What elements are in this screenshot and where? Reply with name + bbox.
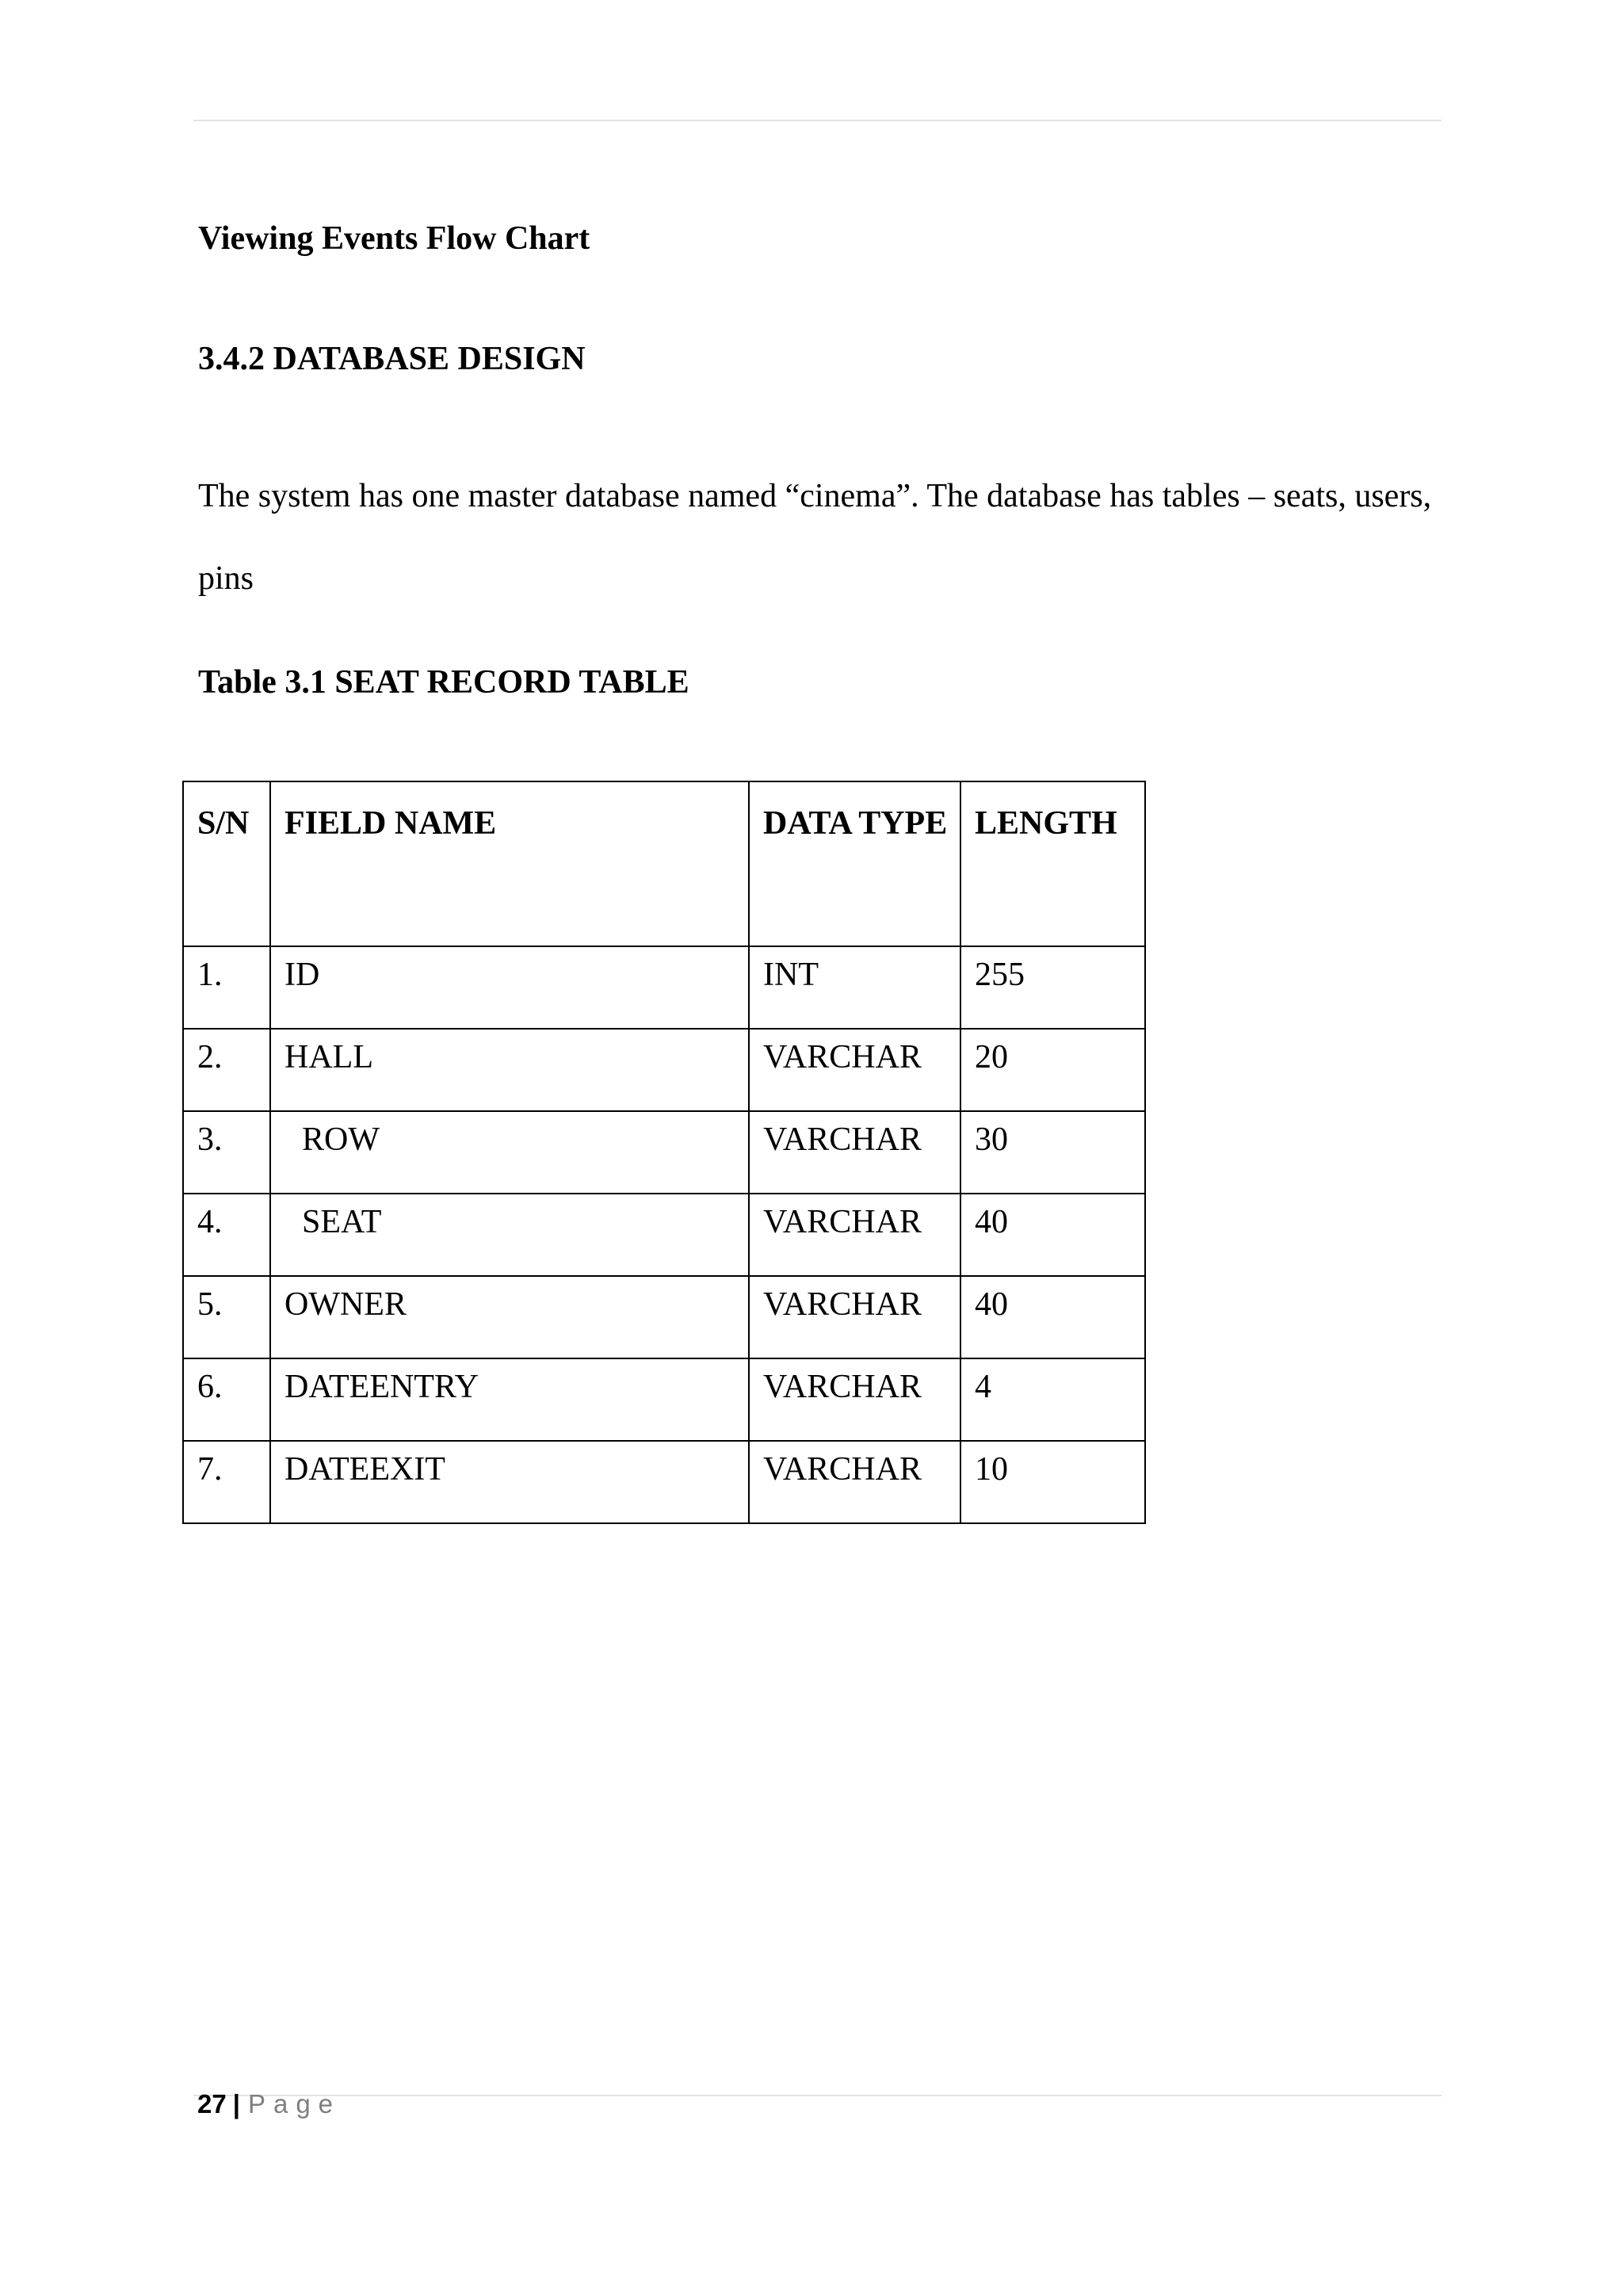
cell-data-type: INT	[749, 946, 960, 1029]
cell-sn: 1.	[183, 946, 270, 1029]
cell-sn: 3.	[183, 1111, 270, 1194]
page-footer	[197, 2087, 341, 2122]
cell-length: 10	[960, 1441, 1145, 1523]
table-row	[183, 1358, 1145, 1441]
table-header-row	[183, 781, 1145, 946]
cell-field-name: OWNER	[270, 1276, 749, 1358]
table-caption: Table 3.1 SEAT RECORD TABLE	[198, 664, 689, 701]
table-row	[183, 946, 1145, 1029]
cell-data-type: VARCHAR	[749, 1111, 960, 1194]
body-paragraph: The system has one master database named “cinema”. The database has tables – seats, users, pins	[198, 478, 1432, 597]
column-header-data-type: DATA TYPE	[749, 781, 960, 946]
cell-length: 40	[960, 1276, 1145, 1358]
table-row	[183, 1276, 1145, 1358]
cell-field-name	[270, 1111, 749, 1194]
header-rule	[193, 120, 1442, 121]
cell-field-name-text: ROW	[302, 1121, 380, 1158]
seat-record-table	[182, 781, 1146, 1524]
cell-field-name: DATEENTRY	[270, 1358, 749, 1441]
cell-length: 255	[960, 946, 1145, 1029]
cell-sn: 6.	[183, 1358, 270, 1441]
cell-sn: 2.	[183, 1029, 270, 1111]
cell-length: 40	[960, 1194, 1145, 1276]
cell-length: 30	[960, 1111, 1145, 1194]
cell-data-type: VARCHAR	[749, 1358, 960, 1441]
section-title: 3.4.2 DATABASE DESIGN	[198, 341, 586, 377]
page-label: Page	[247, 2089, 342, 2118]
cell-data-type: VARCHAR	[749, 1194, 960, 1276]
cell-data-type: VARCHAR	[749, 1441, 960, 1523]
table-row	[183, 1111, 1145, 1194]
table-row	[183, 1441, 1145, 1523]
cell-data-type: VARCHAR	[749, 1276, 960, 1358]
table-row	[183, 1029, 1145, 1111]
flow-chart-caption: Viewing Events Flow Chart	[198, 220, 590, 257]
column-header-length: LENGTH	[960, 781, 1145, 946]
cell-length: 20	[960, 1029, 1145, 1111]
cell-field-name: DATEEXIT	[270, 1441, 749, 1523]
cell-sn: 7.	[183, 1441, 270, 1523]
table-row	[183, 1194, 1145, 1276]
cell-field-name: ID	[270, 946, 749, 1029]
cell-data-type: VARCHAR	[749, 1029, 960, 1111]
page-number: 27	[197, 2089, 227, 2118]
column-header-field-name: FIELD NAME	[270, 781, 749, 946]
cell-sn: 4.	[183, 1194, 270, 1276]
cell-field-name: HALL	[270, 1029, 749, 1111]
cell-field-name-text: SEAT	[302, 1204, 382, 1240]
cell-sn: 5.	[183, 1276, 270, 1358]
footer-rule	[193, 2095, 1442, 2096]
cell-length: 4	[960, 1358, 1145, 1441]
footer-separator: |	[232, 2089, 240, 2118]
cell-field-name	[270, 1194, 749, 1276]
column-header-sn: S/N	[183, 781, 270, 946]
